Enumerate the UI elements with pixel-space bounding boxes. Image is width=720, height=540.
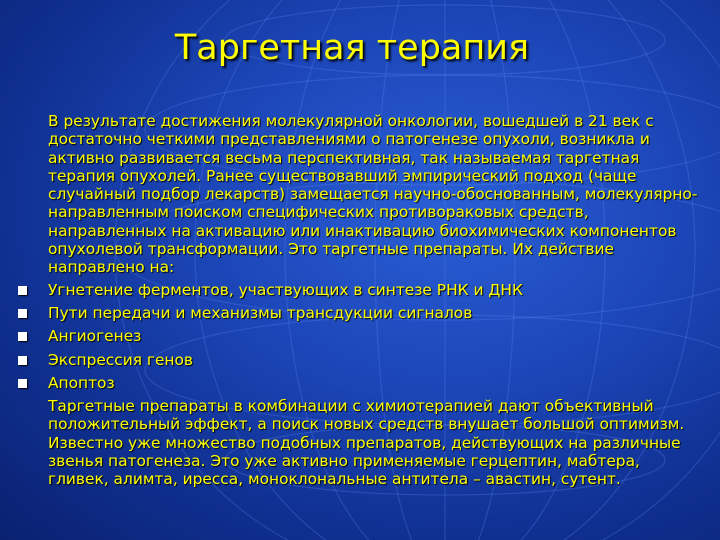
bullet-item xyxy=(48,351,703,369)
intro-paragraph: В результате достижения молекулярной онкологии, вошедшей в 21 век с достаточно четкими представлениями о патогенезе опухоли, возникла и активно развивается весьма перспективная, так называемая таргетная терапия опухолей. Ранее существовавший эмпирический подход (чаще случайный подбор лекарств) замещается научно-обоснованным, молекулярно-направленным поиском специфических противораковых средств, направленных на активацию или инактивацию биохимических компонентов опухолевой трансформации. Это таргетные препараты. Их действие направлено на: xyxy=(48,112,698,277)
bullet-item xyxy=(48,374,703,392)
bullet-text: Ангиогенез xyxy=(48,327,142,346)
conclusion-paragraph: Таргетные препараты в комбинации с химиотерапией дают объективный положительный эффект, а поиск новых средств внушает большой оптимизм. Известно уже множество подобных препаратов, действующих на различные звенья патогенеза. Это уже активно применяемые герцептин, мабтера, гливек, алимта, иресса, моноклональные антитела – авастин, сутент. xyxy=(48,397,685,489)
square-bullet-icon xyxy=(18,309,27,318)
bullet-text: Угнетение ферментов, участвующих в синтезе РНК и ДНК xyxy=(48,280,523,299)
bullet-item xyxy=(48,304,703,322)
square-bullet-icon xyxy=(18,379,27,388)
square-bullet-icon xyxy=(18,356,27,365)
bullet-item xyxy=(48,327,703,345)
bullet-list xyxy=(48,281,703,392)
slide-body xyxy=(48,112,703,493)
bullet-text: Пути передачи и механизмы трансдукции сигналов xyxy=(48,303,473,322)
square-bullet-icon xyxy=(18,286,27,295)
bullet-text: Экспрессия генов xyxy=(48,350,193,369)
square-bullet-icon xyxy=(18,332,27,341)
bullet-text: Апоптоз xyxy=(48,373,115,392)
bullet-item xyxy=(48,281,703,299)
slide-title: Таргетная терапия xyxy=(174,28,530,68)
